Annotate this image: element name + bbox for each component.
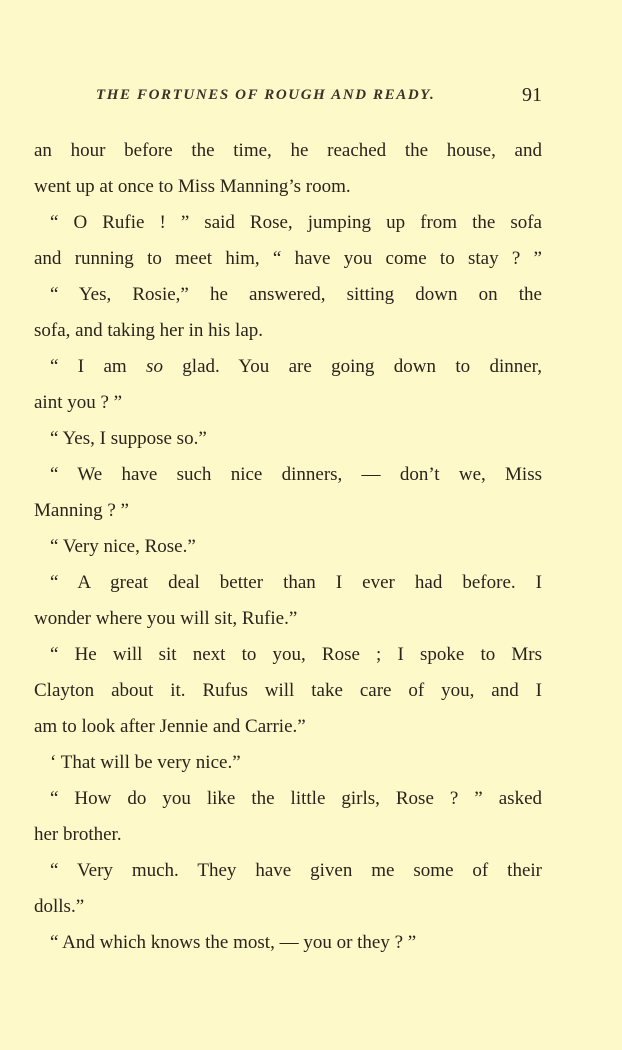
body-text	[34, 133, 542, 961]
text-line: “ A great deal better than I ever had before. I	[50, 572, 542, 593]
text-line: am to look after Jennie and Carrie.”	[34, 716, 306, 737]
text-line: “ And which knows the most, — you or they ? ”	[50, 932, 417, 953]
text-line: ‘ That will be very nice.”	[50, 752, 241, 773]
text-line: went up at once to Miss Manning’s room.	[34, 176, 351, 197]
text-line: an hour before the time, he reached the house, and	[34, 140, 542, 161]
text-line: and running to meet him, “ have you come to stay ? ”	[34, 248, 542, 269]
text-line: sofa, and taking her in his lap.	[34, 320, 264, 341]
text-line: her brother.	[34, 824, 122, 845]
text-line: “ Yes, I suppose so.”	[50, 428, 207, 449]
text-line: Clayton about it. Rufus will take care of you, and I	[34, 680, 542, 701]
text-line: “ How do you like the little girls, Rose ? ” asked	[50, 788, 542, 809]
text-line: Manning ? ”	[34, 500, 129, 521]
emphasized-word: so	[146, 356, 163, 377]
running-title: THE FORTUNES OF ROUGH AND READY.	[96, 87, 436, 103]
text-line: “ Very much. They have given me some of their	[50, 860, 542, 881]
text-line: “ Very nice, Rose.”	[50, 536, 196, 557]
text-line: “ We have such nice dinners, — don’t we, Miss	[50, 464, 542, 485]
text-line: dolls.”	[34, 896, 85, 917]
text-line	[34, 349, 542, 385]
text-line: aint you ? ”	[34, 392, 123, 413]
text-segment: “ I am	[50, 356, 147, 377]
running-head	[34, 84, 542, 112]
page-number: 91	[522, 84, 542, 106]
text-line: wonder where you will sit, Rufie.”	[34, 608, 298, 629]
text-segment: glad. You are going down to dinner,	[162, 356, 543, 377]
text-line: “ O Rufie ! ” said Rose, jumping up from the sofa	[50, 212, 542, 233]
text-line: “ He will sit next to you, Rose ; I spoke to Mrs	[50, 644, 542, 665]
text-line: “ Yes, Rosie,” he answered, sitting down on the	[50, 284, 542, 305]
